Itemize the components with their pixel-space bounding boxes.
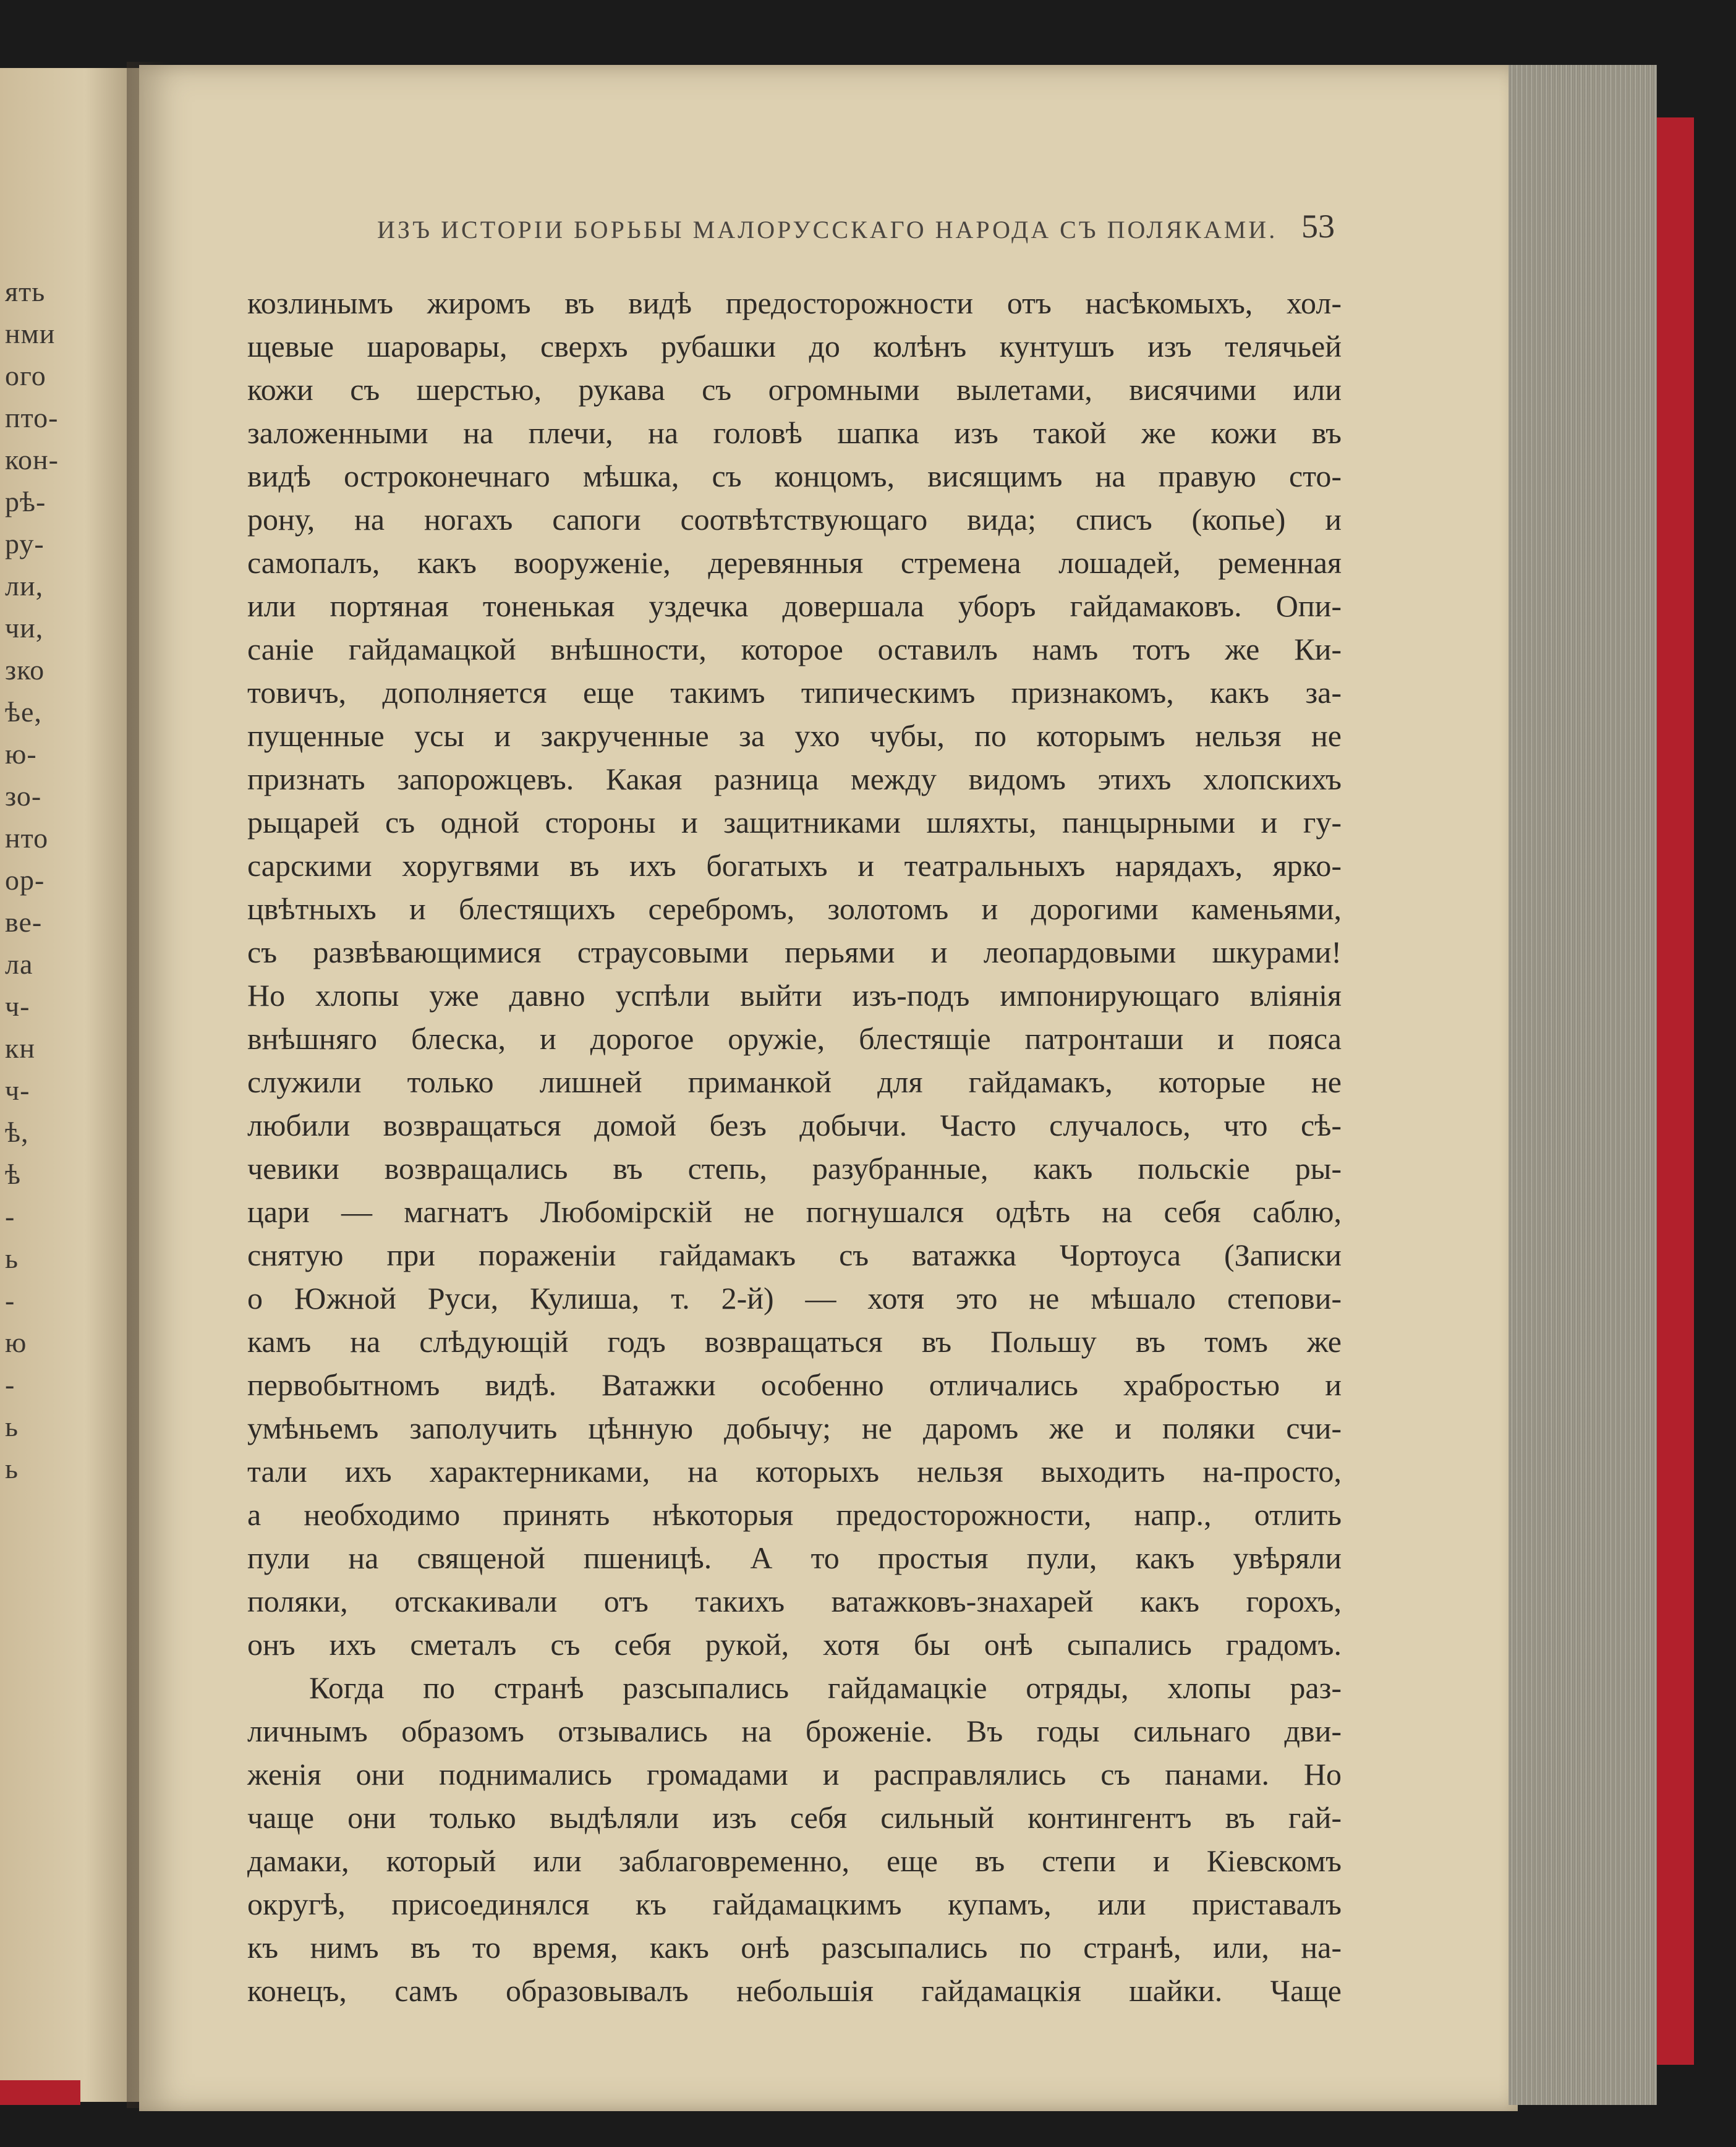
text-line: товичъ, дополняется еще такимъ типическимъ признакомъ, какъ за- <box>247 675 1342 710</box>
text-line: самопалъ, какъ вооруженіе, деревянныя стремена лошадей, ременная <box>247 545 1342 580</box>
left-page-fragment: ь <box>5 1411 19 1442</box>
page-number: 53 <box>1301 208 1335 245</box>
book-cover-edge <box>1657 117 1694 2065</box>
text-line: любили возвращаться домой безъ добычи. Часто случалось, что сѣ- <box>247 1108 1342 1142</box>
left-page-fragment: ю <box>5 1327 27 1358</box>
left-page-fragment: нто <box>5 822 49 854</box>
cover-corner <box>0 2080 80 2105</box>
running-title: ИЗЪ ИСТОРІИ БОРЬБЫ МАЛОРУССКАГО НАРОДА СЪ ПОЛЯКАМИ. <box>377 216 1278 244</box>
left-page-fragment: ого <box>5 360 46 391</box>
text-line: чаще они только выдѣляли изъ себя сильный контингентъ въ гай- <box>247 1800 1342 1835</box>
left-page-fragment: ч- <box>5 1074 30 1106</box>
text-line: щевые шаровары, сверхъ рубашки до колѣнъ кунтушъ изъ телячьей <box>247 329 1342 364</box>
page-edges <box>1508 65 1657 2105</box>
text-line: рыцарей съ одной стороны и защитниками шляхты, панцырными и гу- <box>247 805 1342 840</box>
text-line: о Южной Руси, Кулиша, т. 2-й) — хотя это не мѣшало степови- <box>247 1281 1342 1316</box>
left-page-fragment: ч- <box>5 990 30 1022</box>
text-line: рону, на ногахъ сапоги соотвѣтствующаго вида; списъ (копье) и <box>247 502 1342 537</box>
left-page-fragment: ю- <box>5 738 37 770</box>
left-page-fragment: ру- <box>5 528 45 559</box>
left-page-fragment: зко <box>5 654 45 686</box>
text-line: женія они поднимались громадами и расправлялись съ панами. Но <box>247 1757 1342 1792</box>
text-line: личнымъ образомъ отзывались на броженіе. Въ годы сильнаго дви- <box>247 1714 1342 1748</box>
text-line: внѣшняго блеска, и дорогое оружіе, блестящіе патронташи и пояса <box>247 1021 1342 1056</box>
text-line: къ нимъ въ то время, какъ онѣ разсыпались по странѣ, или, на- <box>247 1930 1342 1965</box>
text-line: чевики возвращались въ степь, разубранные, какъ польскіе ры- <box>247 1151 1342 1186</box>
text-line: видѣ остроконечнаго мѣшка, съ концомъ, висящимъ на правую сто- <box>247 459 1342 493</box>
text-line: съ развѣвающимися страусовыми перьями и леопардовыми шкурами! <box>247 935 1342 969</box>
text-line: признать запорожцевъ. Какая разница между видомъ этихъ хлопскихъ <box>247 762 1342 796</box>
left-page-fragment: зо- <box>5 780 42 812</box>
text-line: умѣньемъ заполучить цѣнную добычу; не даромъ же и поляки счи- <box>247 1411 1342 1445</box>
text-line: козлинымъ жиромъ въ видѣ предосторожности отъ насѣкомыхъ, хол- <box>247 286 1342 320</box>
text-line: пущенные усы и закрученные за ухо чубы, по которымъ нельзя не <box>247 718 1342 753</box>
text-line: снятую при пораженіи гайдамакъ съ ватажка Чортоуса (Записки <box>247 1238 1342 1272</box>
left-page-fragment: ор- <box>5 864 45 896</box>
left-page-fragment: чи, <box>5 612 44 644</box>
left-page-fragment: рѣ- <box>5 486 46 517</box>
left-page-fragment: ѣе, <box>5 696 42 728</box>
left-page-fragment: пто- <box>5 402 59 433</box>
left-page-fragment: ь <box>5 1243 19 1274</box>
text-line: поляки, отскакивали отъ такихъ ватажковъ-знахарей какъ горохъ, <box>247 1584 1342 1618</box>
text-line: а необходимо принять нѣкоторыя предосторожности, напр., отлить <box>247 1497 1342 1532</box>
left-page-fragment: ѣ, <box>5 1116 29 1148</box>
text-line: округѣ, присоединялся къ гайдамацкимъ купамъ, или приставалъ <box>247 1887 1342 1921</box>
left-page-fragment: - <box>5 1201 15 1232</box>
text-line: или портяная тоненькая уздечка довершала уборъ гайдамаковъ. Опи- <box>247 589 1342 623</box>
left-page-fragment: кон- <box>5 444 59 475</box>
text-line: цари — магнатъ Любомірскій не погнушался одѣть на себя саблю, <box>247 1194 1342 1229</box>
text-line: сарскими хоругвями въ ихъ богатыхъ и театральныхъ нарядахъ, ярко- <box>247 848 1342 883</box>
left-page-fragment: кн <box>5 1032 35 1064</box>
text-line: тали ихъ характерниками, на которыхъ нельзя выходить на-просто, <box>247 1454 1342 1489</box>
left-page-fragment: ѣ <box>5 1159 21 1190</box>
left-page-fragment: ве- <box>5 906 43 938</box>
previous-page-edge <box>0 68 142 2102</box>
text-line: служили только лишней приманкой для гайдамакъ, которые не <box>247 1065 1342 1099</box>
left-page-fragment: ять <box>5 276 46 307</box>
text-line: первобытномъ видѣ. Ватажки особенно отличались храбростью и <box>247 1367 1342 1402</box>
left-page-fragment: ла <box>5 948 33 980</box>
text-line: заложенными на плечи, на головѣ шапка изъ такой же кожи въ <box>247 415 1342 450</box>
text-line: цвѣтныхъ и блестящихъ серебромъ, золотомъ и дорогими каменьями, <box>247 891 1342 926</box>
text-line: Но хлопы уже давно успѣли выйти изъ-подъ импонирующаго вліянія <box>247 978 1342 1013</box>
text-line: пули на священой пшеницѣ. А то простыя пули, какъ увѣряли <box>247 1541 1342 1575</box>
left-page-fragment: - <box>5 1285 15 1316</box>
page-body-text <box>247 281 1342 2012</box>
text-line: Когда по странѣ разсыпались гайдамацкіе отряды, хлопы раз- <box>309 1670 1342 1705</box>
text-line: онъ ихъ сметалъ съ себя рукой, хотя бы онѣ сыпались градомъ. <box>247 1627 1342 1662</box>
text-line: кожи съ шерстью, рукава съ огромными вылетами, висячими или <box>247 372 1342 407</box>
text-line: камъ на слѣдующій годъ возвращаться въ Польшу въ томъ же <box>247 1324 1342 1359</box>
left-page-fragment: ь <box>5 1453 19 1484</box>
text-line: конецъ, самъ образовывалъ небольшія гайдамацкія шайки. Чаще <box>247 1973 1342 2008</box>
text-line: дамаки, который или заблаговременно, еще въ степи и Кіевскомъ <box>247 1843 1342 1878</box>
text-line: саніе гайдамацкой внѣшности, которое оставилъ намъ тотъ же Ки- <box>247 632 1342 666</box>
left-page-fragment: нми <box>5 318 56 349</box>
left-page-fragment: ли, <box>5 570 44 602</box>
left-page-fragment: - <box>5 1369 15 1400</box>
